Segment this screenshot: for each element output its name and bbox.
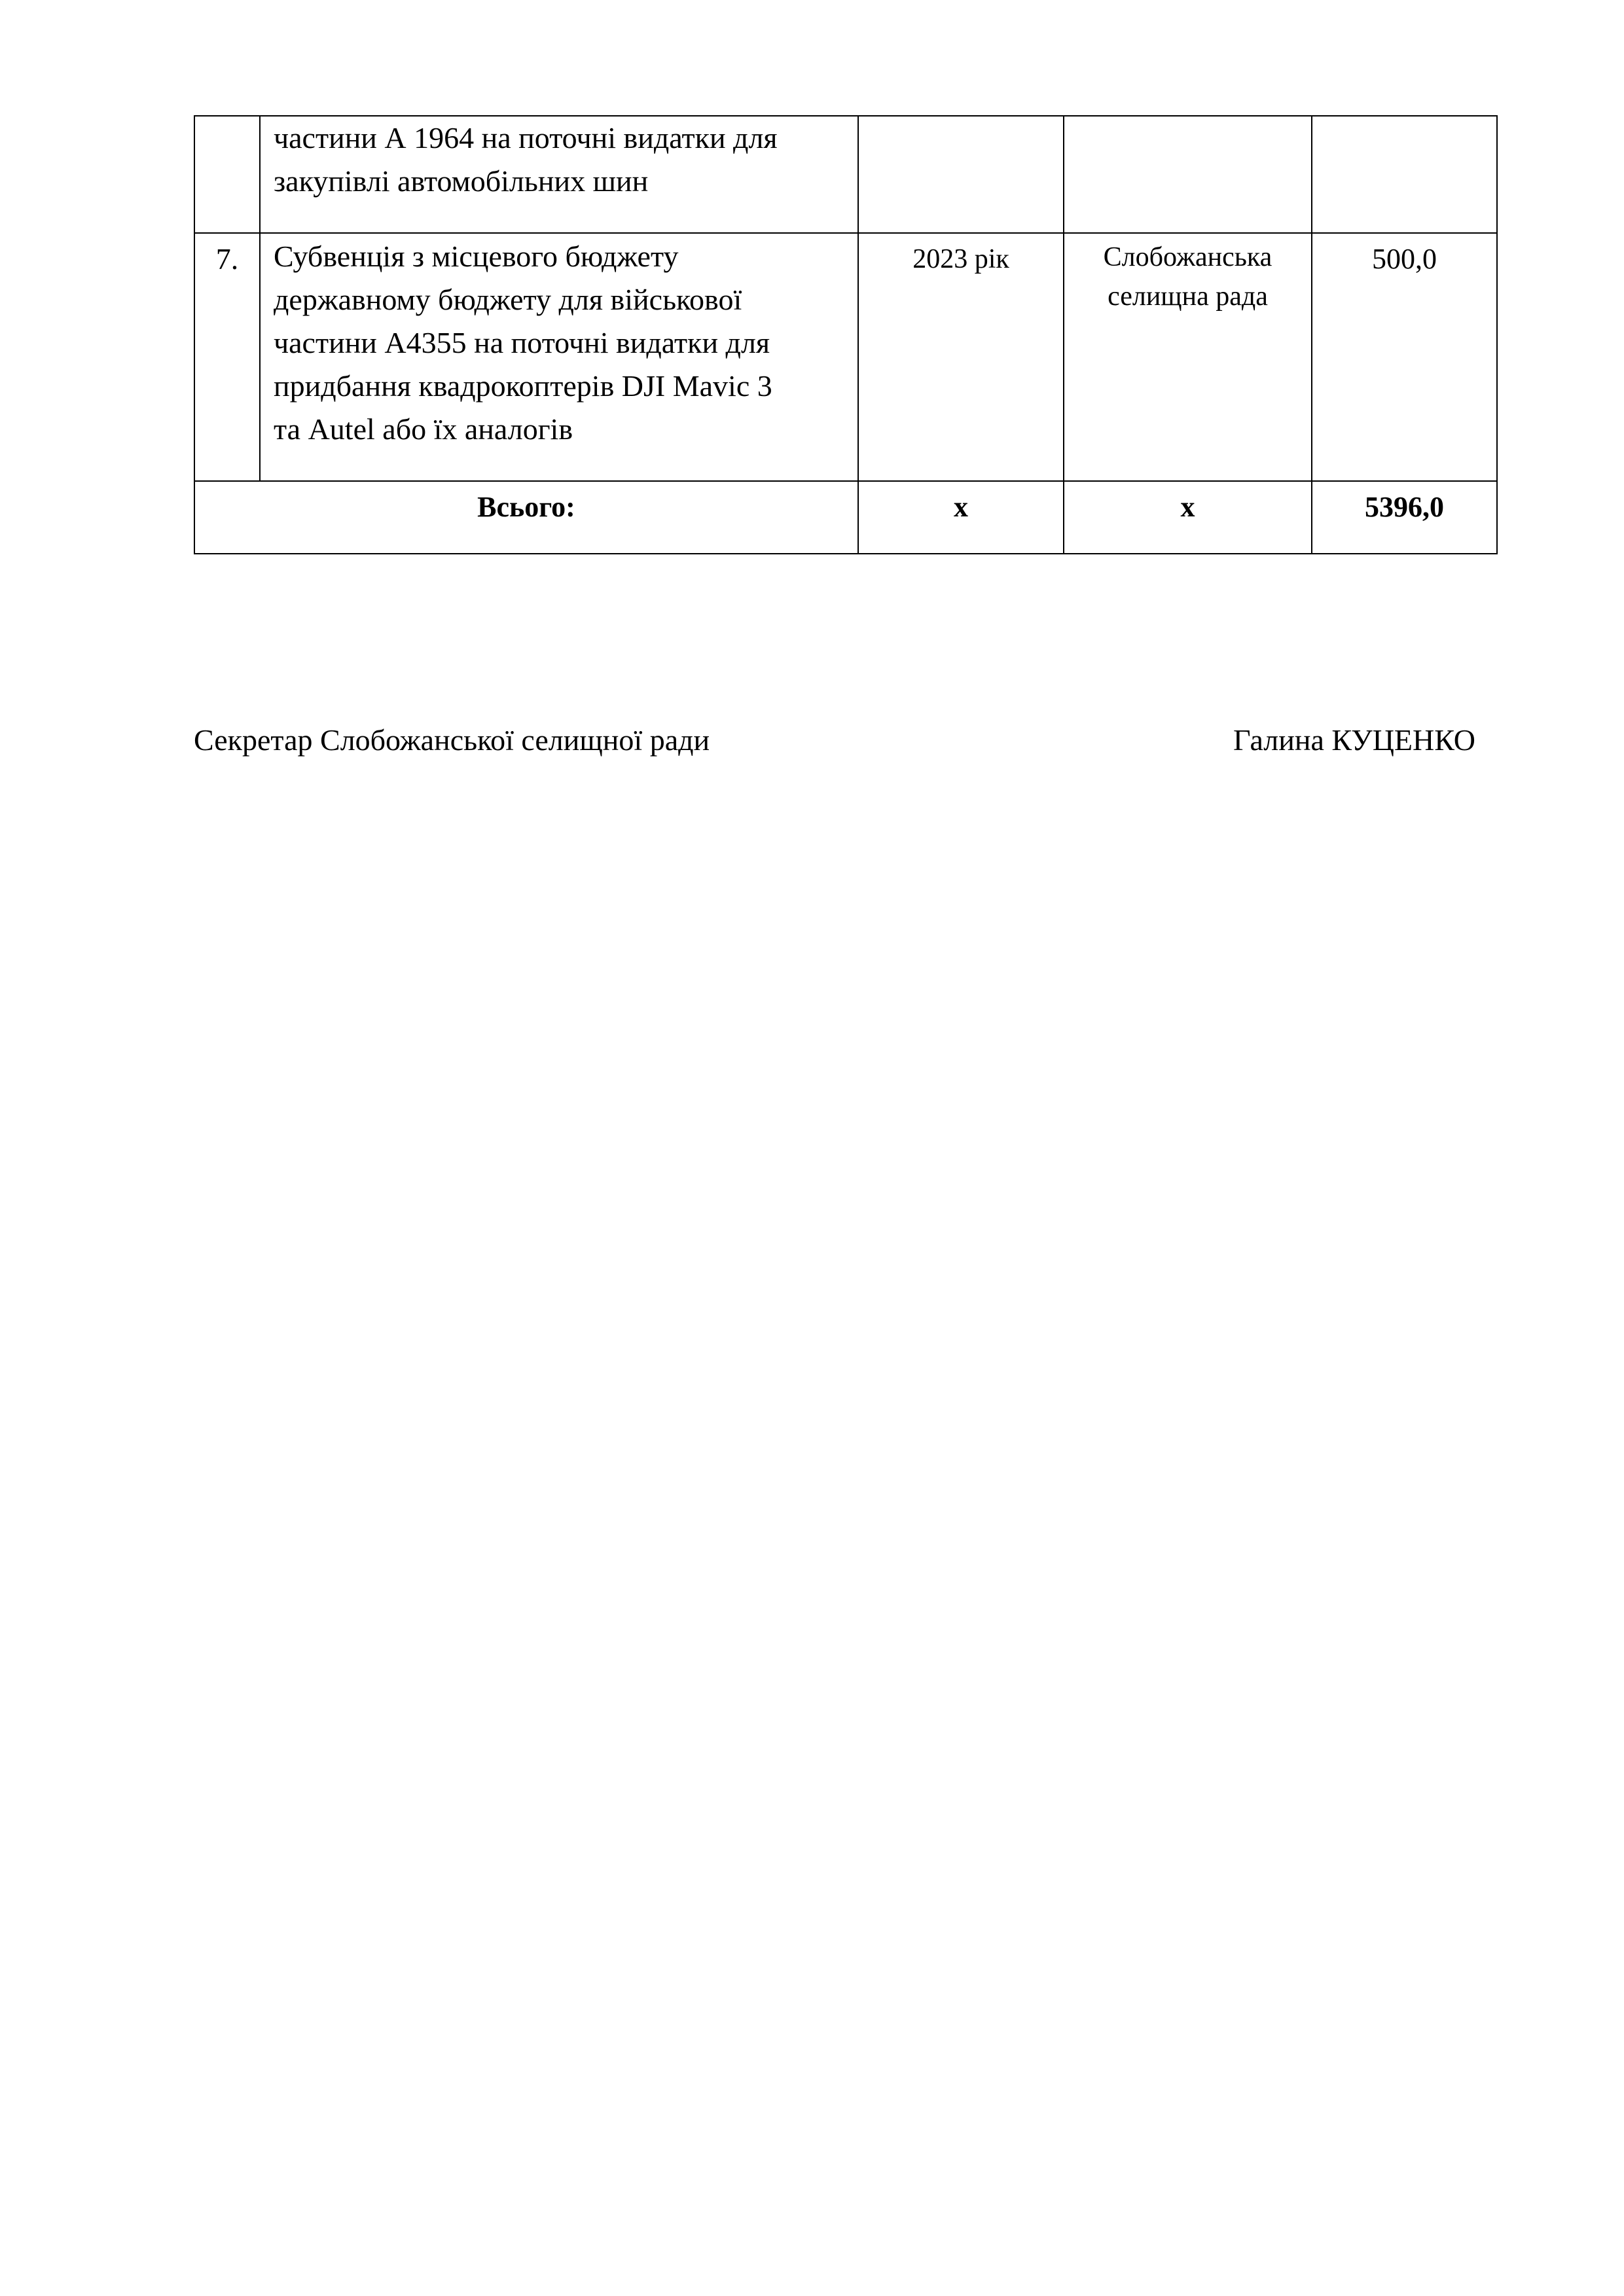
- description-line: придбання квадрокоптерів DJI Mavic 3: [274, 369, 772, 403]
- executor-line: селищна рада: [1108, 281, 1268, 312]
- total-year: х: [858, 481, 1064, 554]
- total-amount: 5396,0: [1312, 481, 1497, 554]
- description-line: частини А4355 на поточні видатки для: [274, 326, 770, 359]
- row-number-cell: 7.: [194, 233, 260, 481]
- row-amount-cell: [1312, 116, 1497, 233]
- row-year-cell: 2023 рік: [858, 233, 1064, 481]
- signatory-position: Секретар Слобожанської селищної ради: [194, 723, 710, 757]
- total-executor: х: [1064, 481, 1312, 554]
- row-description-cell: [260, 233, 858, 481]
- description-line: частини А 1964 на поточні видатки для: [274, 121, 778, 154]
- row-executor-cell: [1064, 116, 1312, 233]
- row-number-cell: [194, 116, 260, 233]
- row-year-cell: [858, 116, 1064, 233]
- row-executor-cell: [1064, 233, 1312, 481]
- description-line: Субвенція з місцевого бюджету: [274, 240, 679, 273]
- table-row: [194, 116, 1497, 233]
- description-line: та Autel або їх аналогів: [274, 412, 573, 446]
- executor-line: Слобожанська: [1103, 242, 1272, 272]
- signature-block: [194, 719, 1475, 762]
- table-row: [194, 233, 1497, 481]
- total-label: Всього:: [194, 481, 858, 554]
- signatory-name: Галина КУЦЕНКО: [1233, 723, 1475, 757]
- description-line: державному бюджету для військової: [274, 283, 742, 316]
- description-line: закупівлі автомобільних шин: [274, 164, 649, 198]
- budget-table: [194, 115, 1498, 554]
- row-description-cell: [260, 116, 858, 233]
- row-amount-cell: 500,0: [1312, 233, 1497, 481]
- total-row: [194, 481, 1497, 554]
